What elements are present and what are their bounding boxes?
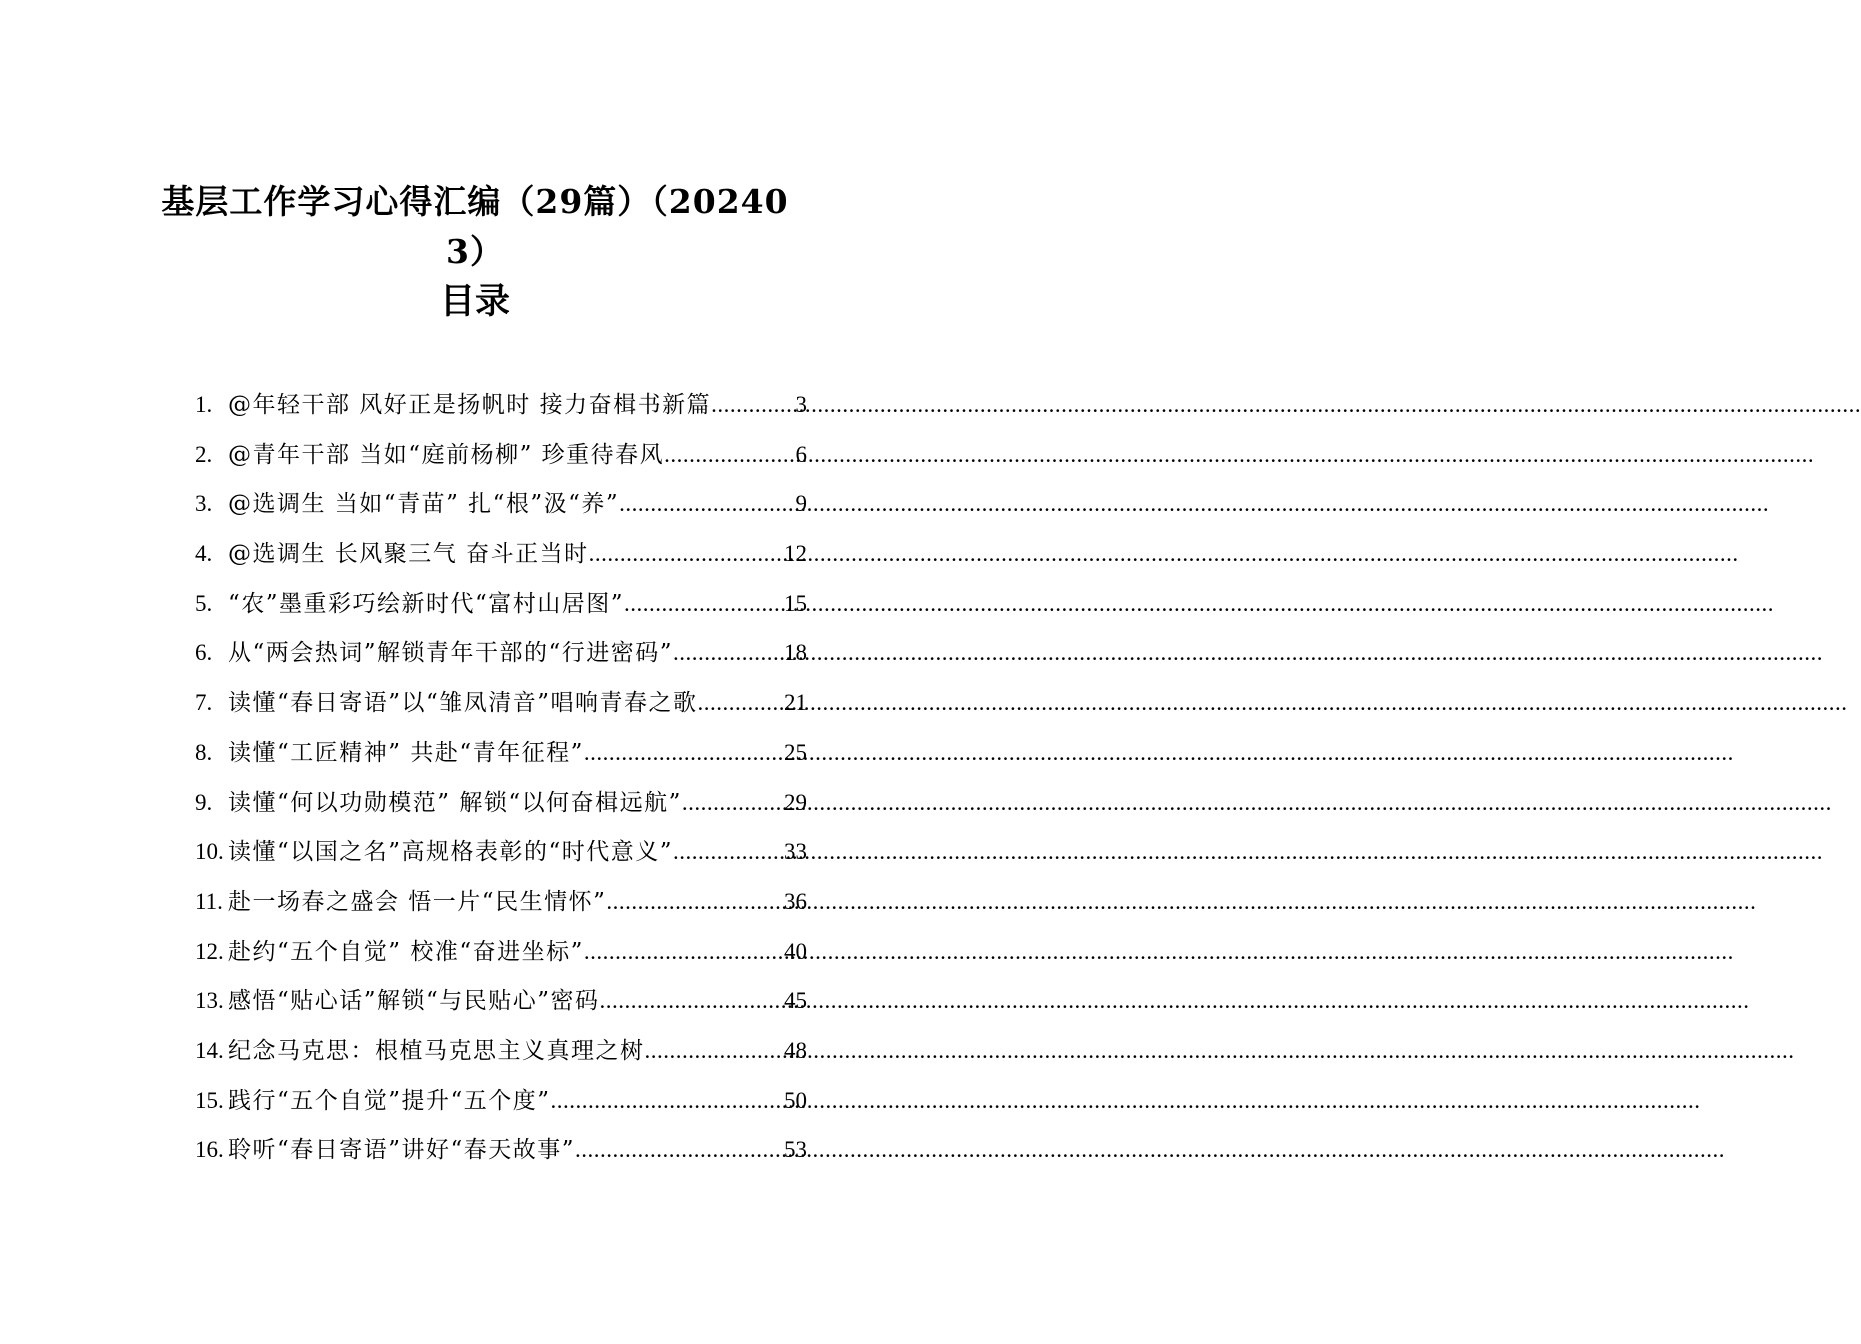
toc-entry[interactable] <box>195 1125 807 1175</box>
toc-entry[interactable] <box>195 927 807 977</box>
toc-leader-dots <box>624 579 784 629</box>
toc-entry-number: 15. <box>195 1087 224 1113</box>
toc-entry[interactable] <box>195 1076 807 1126</box>
toc-entry-number: 6. <box>195 640 213 666</box>
toc-entry-number: 3. <box>195 491 213 517</box>
toc-leader-dots <box>584 927 784 977</box>
toc-entry-number: 9. <box>195 789 213 815</box>
toc-entry-page: 33 <box>784 839 807 865</box>
toc-entry-page: 45 <box>784 988 807 1014</box>
toc-entry-number: 14. <box>195 1037 224 1063</box>
toc-entry-page: 48 <box>784 1037 807 1063</box>
toc-entry-page: 50 <box>784 1087 807 1113</box>
toc-entry[interactable] <box>195 728 807 778</box>
toc-entry-title: 赴约“五个自觉” 校准“奋进坐标” <box>228 938 584 965</box>
toc-entry-page: 25 <box>784 739 807 765</box>
toc-entry-page: 3 <box>795 392 807 417</box>
toc-leader-dots <box>664 430 795 480</box>
toc-entry-number: 11. <box>195 888 223 914</box>
toc-entry[interactable] <box>195 380 807 430</box>
toc-entry-title: 践行“五个自觉”提升“五个度” <box>228 1087 551 1114</box>
toc-leader-dots <box>600 976 784 1026</box>
toc-entry-title: 读懂“何以功勋模范” 解锁“以何奋楫远航” <box>228 789 682 816</box>
toc-entry-number: 5. <box>195 590 213 616</box>
toc-entry-number: 2. <box>195 441 213 467</box>
toc-leader-dots <box>584 728 784 778</box>
toc-entry-title: 从“两会热词”解锁青年干部的“行进密码” <box>228 640 674 667</box>
toc-entry-number: 10. <box>195 839 224 865</box>
toc-entry-number: 13. <box>195 988 224 1014</box>
toc-leader-dots <box>645 1026 785 1076</box>
toc-entry-title: 读懂“工匠精神” 共赴“青年征程” <box>228 739 584 766</box>
toc-entry-page: 21 <box>784 690 807 716</box>
toc-entry-title: “农”墨重彩巧绘新时代“富村山居图” <box>228 590 625 617</box>
toc-entry-number: 8. <box>195 739 213 765</box>
toc-entry-page: 29 <box>784 789 807 815</box>
toc-entry[interactable] <box>195 529 807 579</box>
toc-entry[interactable] <box>195 877 807 927</box>
toc-entry[interactable] <box>195 678 807 728</box>
toc-leader-dots <box>589 529 784 579</box>
toc-entry-number: 12. <box>195 938 224 964</box>
toc-entry[interactable] <box>195 479 807 529</box>
toc-entry-page: 6 <box>795 441 807 467</box>
toc-leader-dots <box>575 1125 784 1175</box>
toc-entry-number: 4. <box>195 541 213 567</box>
toc-leader-dots <box>619 479 795 529</box>
toc-entry-page: 15 <box>784 590 807 616</box>
toc-heading: 目录 <box>439 281 510 322</box>
toc-entry-title: 纪念马克思：根植马克思主义真理之树 <box>228 1037 645 1064</box>
toc-entry-page: 53 <box>784 1137 807 1163</box>
toc-entry-page: 12 <box>784 541 807 567</box>
toc-entry[interactable] <box>195 976 807 1026</box>
toc-entry[interactable] <box>195 579 807 629</box>
toc-entry-title: 赴一场春之盛会 悟一片“民生情怀” <box>228 888 607 915</box>
toc-leader-dots <box>606 877 784 927</box>
toc-entry-title: 读懂“以国之名”高规格表彰的“时代意义” <box>228 839 674 866</box>
toc-entry-title: @青年干部 当如“庭前杨柳” 珍重待春风 <box>228 441 665 468</box>
toc-entry-number: 1. <box>195 392 213 417</box>
toc-entry-title: @年轻干部 风好正是扬帆时 接力奋楫书新篇 <box>228 392 712 418</box>
toc-entry-number: 7. <box>195 690 213 716</box>
toc-entry-title: 聆听“春日寄语”讲好“春天故事” <box>228 1137 576 1164</box>
toc-entry-number: 16. <box>195 1137 224 1163</box>
toc-entry[interactable] <box>195 628 807 678</box>
toc-leader-dots <box>698 678 784 728</box>
toc-entry-title: @选调生 长风聚三气 奋斗正当时 <box>228 541 589 568</box>
toc-entry-page: 36 <box>784 888 807 914</box>
toc-entry-title: @选调生 当如“青苗” 扎“根”汲“养” <box>228 491 620 518</box>
toc-leader-dots <box>682 778 784 828</box>
toc-leader-dots <box>711 380 795 430</box>
toc-entry[interactable] <box>195 1026 807 1076</box>
toc-leader-dots <box>673 827 784 877</box>
toc-entry[interactable] <box>195 430 807 480</box>
toc-entry-title: 读懂“春日寄语”以“雏凤清音”唱响青春之歌 <box>228 690 698 717</box>
toc-entry-page: 40 <box>784 938 807 964</box>
toc-entry-page: 9 <box>795 491 807 517</box>
toc-entry[interactable] <box>195 827 807 877</box>
document-title-continued: 3） <box>446 232 504 271</box>
toc-entry-page: 18 <box>784 640 807 666</box>
toc-entry-title: 感悟“贴心话”解锁“与民贴心”密码 <box>228 988 600 1015</box>
document-title: 基层工作学习心得汇编（29篇）（20240 <box>161 182 789 221</box>
table-of-contents <box>195 380 807 1175</box>
toc-entry[interactable] <box>195 778 807 828</box>
toc-leader-dots <box>673 628 784 678</box>
toc-leader-dots <box>551 1076 784 1126</box>
